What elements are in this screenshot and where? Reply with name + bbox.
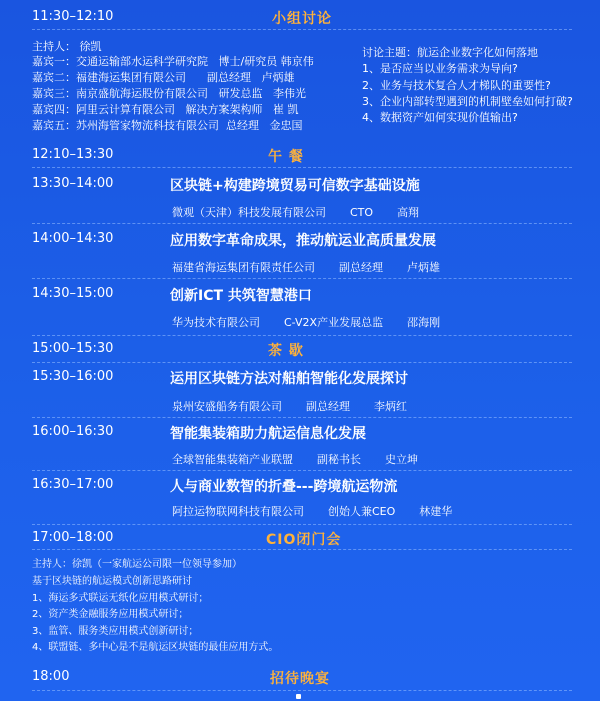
- panel-guest: [32, 101, 299, 117]
- divider: [32, 549, 572, 550]
- divider: [32, 417, 572, 418]
- talk-time: 16:00–16:30: [32, 424, 114, 439]
- guest-title: 总经理: [226, 119, 259, 132]
- cio-item: 2、资产类金融服务应用模式研讨；: [32, 609, 189, 620]
- panel-guest: [32, 53, 314, 69]
- speaker-role: 副秘书长: [317, 453, 361, 466]
- cio-heading: CIO闭门会: [266, 532, 342, 548]
- guest-label: 嘉宾二：: [32, 71, 76, 84]
- guest-label: 嘉宾四：: [32, 103, 76, 116]
- talk-title: 区块链+构建跨境贸易可信数字基础设施: [170, 178, 420, 194]
- talk-title: 智能集装箱助力航运信息化发展: [170, 426, 366, 442]
- divider: [32, 278, 572, 279]
- speaker-name: 林建华: [419, 505, 453, 518]
- panel-guest: [32, 117, 303, 133]
- talk-time: 16:30–17:00: [32, 477, 114, 492]
- guest-name: 卢炳雄: [261, 71, 295, 84]
- speaker-org: 全球智能集装箱产业联盟: [172, 453, 293, 466]
- topic-title: 讨论主题：航运企业数字化如何落地: [362, 46, 538, 59]
- talk-title: 人与商业数智的折叠---跨境航运物流: [170, 479, 398, 495]
- divider: [32, 470, 572, 471]
- guest-label: 嘉宾三：: [32, 87, 76, 100]
- divider: [32, 167, 572, 168]
- guest-label: 嘉宾一：: [32, 55, 76, 68]
- guest-org: 福建海运集团有限公司: [76, 71, 186, 84]
- speaker-name: 史立坤: [385, 453, 418, 466]
- divider: [32, 690, 572, 691]
- talk-speaker: [172, 503, 452, 519]
- talk-title: 创新ICT 共筑智慧港口: [170, 288, 312, 304]
- topic-item: 1、是否应当以业务需求为导向?: [362, 62, 518, 75]
- cio-time: 17:00–18:00: [32, 530, 114, 545]
- divider: [32, 335, 572, 336]
- guest-org: 苏州海管家物流科技有限公司: [76, 119, 219, 132]
- talk-time: 13:30–14:00: [32, 176, 114, 191]
- panel-heading: 小组讨论: [272, 11, 332, 27]
- talk-speaker: [172, 398, 407, 414]
- speaker-name: 卢炳雄: [407, 261, 440, 274]
- guest-label: 嘉宾五：: [32, 119, 76, 132]
- speaker-name: 邵海刚: [407, 316, 441, 329]
- topic-item: 2、业务与技术复合人才梯队的重要性?: [362, 79, 551, 92]
- guest-title: 研发总监: [218, 87, 263, 100]
- talk-title: 应用数字革命成果，推动航运业高质量发展: [170, 233, 436, 249]
- speaker-role: CTO: [350, 206, 374, 219]
- guest-name: 韩京伟: [280, 55, 314, 68]
- cio-subject: 基于区块链的航运模式创新思路研讨: [32, 576, 192, 587]
- talk-speaker: [172, 314, 440, 330]
- speaker-role: 副总经理: [306, 400, 350, 413]
- topic-item: 3、企业内部转型遇到的机制壁垒如何打破?: [362, 95, 573, 108]
- divider: [32, 524, 572, 525]
- talk-time: 14:30–15:00: [32, 286, 114, 301]
- talk-time: 15:30–16:00: [32, 369, 114, 384]
- speaker-role: 创始人兼CEO: [328, 505, 396, 518]
- speaker-org: 福建省海运集团有限责任公司: [172, 261, 315, 274]
- guest-title: 副总经理: [206, 71, 251, 84]
- talk-speaker: [172, 259, 440, 275]
- talk-time: 14:00–14:30: [32, 231, 114, 246]
- tea-heading: 茶 歇: [268, 343, 304, 359]
- guest-org: 南京盛航海运股份有限公司: [76, 87, 208, 100]
- guest-org: 阿里云计算有限公司: [76, 103, 175, 116]
- cio-host: 主持人：徐凯（一家航运公司限一位领导参加）: [32, 559, 242, 570]
- cio-item: 1、海运多式联运无纸化应用模式研讨；: [32, 593, 209, 604]
- talk-speaker: [172, 204, 419, 220]
- speaker-org: 华为技术有限公司: [172, 316, 260, 329]
- tea-time: 15:00–15:30: [32, 341, 114, 356]
- divider: [32, 362, 572, 363]
- guest-org: 交通运输部水运科学研究院: [76, 55, 208, 68]
- speaker-org: 泉州安盛船务有限公司: [172, 400, 282, 413]
- talk-speaker: [172, 451, 418, 467]
- topic-item: 4、数据资产如何实现价值输出?: [362, 111, 518, 124]
- speaker-role: C-V2X产业发展总监: [284, 316, 384, 329]
- speaker-name: 高翔: [397, 206, 420, 219]
- dinner-heading: 招待晚宴: [270, 671, 330, 687]
- dinner-time: 18:00: [32, 669, 70, 684]
- speaker-org: 微观（天津）科技发展有限公司: [172, 206, 326, 219]
- speaker-role: 副总经理: [339, 261, 383, 274]
- panel-guest: [32, 69, 294, 85]
- divider: [32, 223, 572, 224]
- guest-title: 解决方案架构师: [185, 103, 263, 116]
- speaker-name: 李炳红: [374, 400, 407, 413]
- panel-host: 主持人： 徐凯: [32, 40, 102, 53]
- cio-item: 3、监管、服务类应用模式创新研讨；: [32, 626, 199, 637]
- lunch-heading: 午 餐: [268, 149, 304, 165]
- panel-guest: [32, 85, 306, 101]
- guest-name: 崔 凯: [273, 103, 299, 116]
- guest-name: 金忠国: [269, 119, 303, 132]
- talk-title: 运用区块链方法对船舶智能化发展探讨: [170, 371, 408, 387]
- guest-title: 博士/研究员: [218, 55, 278, 68]
- guest-name: 李伟光: [273, 87, 306, 100]
- decorative-dot: [296, 694, 301, 699]
- speaker-org: 阿拉运物联网科技有限公司: [172, 505, 304, 518]
- cio-item: 4、联盟链、多中心是不是航运区块链的最佳应用方式。: [32, 642, 279, 653]
- divider: [32, 29, 572, 30]
- panel-time: 11:30–12:10: [32, 9, 114, 24]
- lunch-time: 12:10–13:30: [32, 147, 114, 162]
